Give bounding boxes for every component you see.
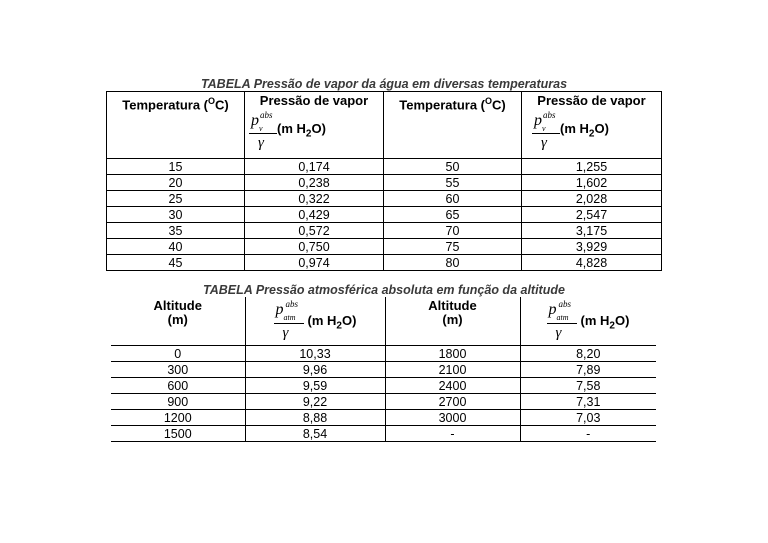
table2-header-row — [111, 297, 656, 346]
table-cell: 0,429 — [245, 207, 384, 223]
table-cell: 7,89 — [520, 362, 656, 378]
table-cell: 7,03 — [520, 410, 656, 426]
table-row — [111, 410, 656, 426]
table-cell: 8,88 — [245, 410, 385, 426]
table-cell: 15 — [107, 159, 245, 175]
table-row — [107, 255, 662, 271]
table-cell: 1200 — [111, 410, 245, 426]
table2-header-altitude-2: Altitude (m) — [385, 297, 520, 346]
table-cell: 50 — [384, 159, 522, 175]
table-cell: 0,174 — [245, 159, 384, 175]
vapor-pressure-table — [106, 91, 662, 271]
table-row — [107, 191, 662, 207]
table-row — [107, 207, 662, 223]
table-cell: 25 — [107, 191, 245, 207]
table-cell: 7,31 — [520, 394, 656, 410]
table-cell: 9,22 — [245, 394, 385, 410]
table-row — [107, 159, 662, 175]
table-row — [111, 426, 656, 442]
table-row — [107, 239, 662, 255]
table-cell: 40 — [107, 239, 245, 255]
table1-header-pressure-2: Pressão de vapor p abs v (m $H_2O$) γ — [522, 92, 662, 159]
table-cell: 3,929 — [522, 239, 662, 255]
table-cell: 20 — [107, 175, 245, 191]
table-cell: 1,255 — [522, 159, 662, 175]
table-row — [111, 346, 656, 362]
table-cell: 60 — [384, 191, 522, 207]
table-cell: 2,547 — [522, 207, 662, 223]
table-cell: 9,59 — [245, 378, 385, 394]
table-cell: 1800 — [385, 346, 520, 362]
table-cell: 3,175 — [522, 223, 662, 239]
table-cell: 600 — [111, 378, 245, 394]
table-cell: 70 — [384, 223, 522, 239]
table2-header-pressure-2: p abs atm (m $H_2O$) γ — [520, 297, 656, 346]
table-cell: 0,572 — [245, 223, 384, 239]
table-cell: 55 — [384, 175, 522, 191]
table2-header-altitude-1: Altitude (m) — [111, 297, 245, 346]
table-row — [107, 223, 662, 239]
table-cell: 30 — [107, 207, 245, 223]
table-cell: 7,58 — [520, 378, 656, 394]
table-cell: 8,20 — [520, 346, 656, 362]
table-row — [111, 394, 656, 410]
table-cell: - — [520, 426, 656, 442]
table-cell: 0 — [111, 346, 245, 362]
table1-header-row — [107, 92, 662, 159]
table-cell: 2100 — [385, 362, 520, 378]
table-cell: 9,96 — [245, 362, 385, 378]
table1-header-temperature-2: Temperatura ($^O$C) — [384, 92, 522, 159]
table-cell: 80 — [384, 255, 522, 271]
table1-header-temperature-1: Temperatura ($^O$C) — [107, 92, 245, 159]
table-cell: 4,828 — [522, 255, 662, 271]
table-cell: 300 — [111, 362, 245, 378]
table-cell: 65 — [384, 207, 522, 223]
table-cell: 0,238 — [245, 175, 384, 191]
table-cell: 2700 — [385, 394, 520, 410]
table-cell: 10,33 — [245, 346, 385, 362]
table-cell: 3000 — [385, 410, 520, 426]
table-cell: 1500 — [111, 426, 245, 442]
table-cell: 0,750 — [245, 239, 384, 255]
table-cell: 75 — [384, 239, 522, 255]
table-cell: 45 — [107, 255, 245, 271]
table2-header-pressure-1: p abs atm (m $H_2O$) γ — [245, 297, 385, 346]
atmospheric-pressure-table — [111, 297, 656, 442]
table-row — [111, 362, 656, 378]
table-cell: 0,974 — [245, 255, 384, 271]
table-cell: - — [385, 426, 520, 442]
table-row — [107, 175, 662, 191]
table1-caption: TABELA Pressão de vapor da água em diversas temperaturas — [200, 77, 568, 91]
table-cell: 35 — [107, 223, 245, 239]
table2-caption: TABELA Pressão atmosférica absoluta em função da altitude — [203, 283, 565, 297]
table-cell: 0,322 — [245, 191, 384, 207]
table-row — [111, 378, 656, 394]
table-cell: 2400 — [385, 378, 520, 394]
table-cell: 2,028 — [522, 191, 662, 207]
table-cell: 8,54 — [245, 426, 385, 442]
table-cell: 1,602 — [522, 175, 662, 191]
table1-header-pressure-1: Pressão de vapor p abs v (m $H_2O$) γ — [245, 92, 384, 159]
table-cell: 900 — [111, 394, 245, 410]
